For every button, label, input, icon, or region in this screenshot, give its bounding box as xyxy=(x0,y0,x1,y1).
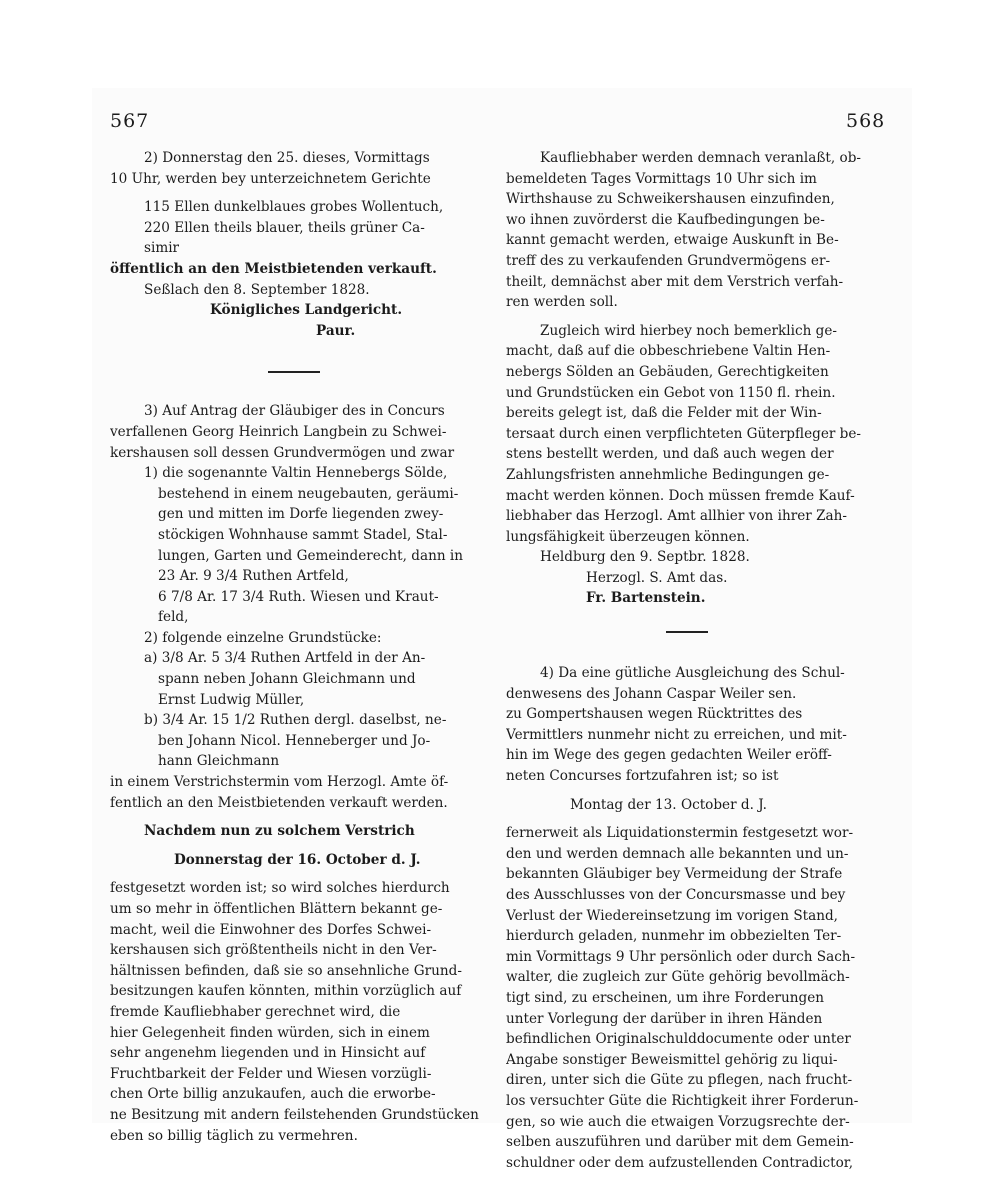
notice3-body-line: macht, weil die Einwohner des Dorfes Schwei- xyxy=(110,921,432,938)
notice3-remark-line: tersaat durch einen verpflichteten Güterpfleger be- xyxy=(506,425,862,442)
notice3-continuation-line: treff des zu verkaufenden Grundvermögens er- xyxy=(506,252,831,269)
notice4-body-line: selben auszuführen und darüber mit dem Gemein- xyxy=(506,1134,854,1151)
notice4-body-line: Verlust der Wiedereinsetzung im vorigen Stand, xyxy=(506,907,838,924)
notice3-continuation-line: bemeldeten Tages Vormittags 10 Uhr sich im xyxy=(506,170,817,187)
notice3-remark-line: und Grundstücken ein Gebot von 1150 fl. rhein. xyxy=(506,384,836,401)
notice4-body-line: hierdurch geladen, nunmehr im obbezielten Ter- xyxy=(506,928,842,945)
notice3-body-line: kershausen sich größtentheils nicht in den Ver- xyxy=(110,942,437,959)
notice3-remark-line: lungsfähigkeit überzeugen können. xyxy=(506,528,750,545)
notice3-item2a-line: Ernst Ludwig Müller, xyxy=(158,691,305,708)
notice3-item1-line: 23 Ar. 9 3/4 Ruthen Artfeld, xyxy=(158,568,349,585)
notice4-body-line: min Vormittags 9 Uhr persönlich oder durch Sach- xyxy=(506,948,856,965)
notice3-body-line: besitzungen kaufen könnten, mithin vorzüglich auf xyxy=(110,983,462,1000)
notice3-item2-line: 2) folgende einzelne Grundstücke: xyxy=(144,629,382,646)
notice4-intro-line: Vermittlers nunmehr nicht zu erreichen, und mit- xyxy=(506,726,847,743)
notice4-body-line: bekannten Gläubiger bey Vermeidung der Strafe xyxy=(506,866,843,883)
notice2-item2b: simir xyxy=(144,240,180,257)
notice3-continuation xyxy=(506,148,884,313)
page-number-right: 568 xyxy=(846,110,886,132)
notice3-item1-line: feld, xyxy=(158,609,189,626)
notice2-authority: Königliches Landgericht. xyxy=(210,302,403,319)
notice4-intro xyxy=(506,663,884,787)
notice3-item2b-line: b) 3/4 Ar. 15 1/2 Ruthen dergl. daselbst, ne- xyxy=(144,712,447,729)
notice3-item1-line: gen und mitten im Dorfe liegenden zwey- xyxy=(158,506,444,523)
notice4-body-line: schuldner oder dem aufzustellenden Contradictor, xyxy=(506,1154,854,1171)
notice3-continuation-line: Wirthshause zu Schweikershausen einzufinden, xyxy=(506,191,835,208)
notice3-remark-line: bereits gelegt ist, daß die Felder mit der Win- xyxy=(506,405,822,422)
notice3-remark-line: liebhaber das Herzogl. Amt allhier von ihrer Zah- xyxy=(506,508,847,525)
notice3-intro3: kershausen soll dessen Grundvermögen und zwar xyxy=(110,444,455,461)
notice3-remark-line: macht werden können. Doch müssen fremde Kauf- xyxy=(506,487,855,504)
notice3-remark-line: stens bestellt werden, und daß auch wegen der xyxy=(506,446,834,463)
notice2-line1: 2) Donnerstag den 25. dieses, Vormittags xyxy=(144,150,430,166)
notice3-item2b-line: hann Gleichmann xyxy=(158,753,280,770)
notice4-body-line: Angabe sonstiger Beweismittel gehörig zu liqui- xyxy=(506,1051,838,1068)
notice4-body-line: gen, so wie auch die etwaigen Vorzugsrechte der- xyxy=(506,1113,850,1130)
notice3-date-line: Donnerstag der 16. October d. J. xyxy=(174,851,421,868)
notice3-body-line: festgesetzt worden ist; so wird solches hierdurch xyxy=(110,880,450,897)
notice4-body-line: befindlichen Originalschulddocumente oder unter xyxy=(506,1031,851,1048)
notice2-sale: öffentlich an den Meistbietenden verkauft. xyxy=(110,260,437,277)
notice2-item2a: 220 Ellen theils blauer, theils grüner Ca- xyxy=(144,219,425,236)
notice4-body-line: diren, unter sich die Güte zu pflegen, nach frucht- xyxy=(506,1072,853,1089)
notice3-body-line: fremde Kaufliebhaber gerechnet wird, die xyxy=(110,1003,401,1020)
notice3-authority: Herzogl. S. Amt das. xyxy=(586,569,728,586)
notice4-body-line: des Ausschlusses von der Concursmasse und bey xyxy=(506,887,846,903)
notice4-intro-line: denwesens des Johann Caspar Weiler sen. xyxy=(506,685,797,702)
notice2-item1: 115 Ellen dunkelblaues grobes Wollentuch, xyxy=(144,199,444,216)
section-divider xyxy=(666,631,708,633)
section-divider xyxy=(268,371,320,373)
notice3-continuation-line: theilt, demnächst aber mit dem Verstrich verfah- xyxy=(506,273,844,290)
notice3-continuation-line: kannt gemacht werden, etwaige Auskunft in Be- xyxy=(506,232,839,249)
notice3-body-line: hier Gelegenheit finden würden, sich in einem xyxy=(110,1024,430,1041)
notice4-intro-line: zu Gompertshausen wegen Rücktrittes des xyxy=(506,706,803,723)
right-column xyxy=(506,148,884,1173)
notice3-item1-line: stöckigen Wohnhause sammt Stadel, Stal- xyxy=(158,526,448,543)
notice4-intro-line: 4) Da eine gütliche Ausgleichung des Schul- xyxy=(540,665,845,682)
notice3-remark-line: Zugleich wird hierbey noch bemerklich ge- xyxy=(540,322,837,339)
notice4-body-line: unter Vorlegung der darüber in ihren Händen xyxy=(506,1010,823,1027)
notice3-remark-line: macht, daß auf die obbeschriebene Valtin Hen- xyxy=(506,343,831,360)
notice4-intro-line: hin im Wege des gegen gedachten Weiler eröff- xyxy=(506,747,832,764)
notice3-item1-line: 6 7/8 Ar. 17 3/4 Ruth. Wiesen und Kraut- xyxy=(158,588,439,605)
notice4-body-line: fernerweit als Liquidationstermin festgesetzt wor- xyxy=(506,825,854,842)
notice3-body-line: eben so billig täglich zu vermehren. xyxy=(110,1127,358,1144)
notice3-remark-line: nebergs Sölden an Gebäuden, Gerechtigkeiten xyxy=(506,363,829,380)
notice3-body-line: chen Orte billig anzukaufen, auch die erworbe- xyxy=(110,1086,436,1103)
notice3-continuation-line: Kaufliebhaber werden demnach veranlaßt, ob- xyxy=(540,150,861,166)
notice3-intro2: verfallenen Georg Heinrich Langbein zu Schwei- xyxy=(110,423,447,440)
notice4-body-line: los versuchter Güte die Richtigkeit ihrer Forderun- xyxy=(506,1092,859,1109)
notice3-place-date: Heldburg den 9. Septbr. 1828. xyxy=(540,549,750,566)
notice3-remark xyxy=(506,321,884,548)
notice4-body-line: tigt sind, zu erscheinen, um ihre Forderungen xyxy=(506,989,824,1006)
notice4-date-line: Montag der 13. October d. J. xyxy=(570,796,767,813)
notice3-item1-line: lungen, Garten und Gemeinderecht, dann in xyxy=(158,547,464,564)
notice4-body xyxy=(506,823,884,1173)
notice3-body-line: ne Besitzung mit andern feilstehenden Grundstücken xyxy=(110,1106,479,1123)
notice3-continuation-line: wo ihnen zuvörderst die Kaufbedingungen be- xyxy=(506,211,825,228)
page-number-left: 567 xyxy=(110,110,150,132)
notice3-intro1: 3) Auf Antrag der Gläubiger des in Concurs xyxy=(144,403,445,420)
notice3-item2a-line: spann neben Johann Gleichmann und xyxy=(158,671,416,688)
notice4-intro-line: neten Concurses fortzufahren ist; so ist xyxy=(506,768,779,785)
notice3-body-line: sehr angenehm liegenden und in Hinsicht auf xyxy=(110,1045,426,1062)
notice3-body-line: Fruchtbarkeit der Felder und Wiesen vorzügli- xyxy=(110,1065,432,1082)
notice3-item1-line: bestehend in einem neugebauten, geräumi- xyxy=(158,485,459,502)
notice3-term-line: in einem Verstrichstermin vom Herzogl. Amte öf- xyxy=(110,774,449,791)
notice3-continuation-line: ren werden soll. xyxy=(506,294,618,311)
notice3-body xyxy=(110,878,488,1146)
notice3-item2a-line: a) 3/8 Ar. 5 3/4 Ruthen Artfeld in der An- xyxy=(144,650,426,667)
left-column xyxy=(110,148,488,1146)
notice4-body-line: den und werden demnach alle bekannten und un- xyxy=(506,845,849,862)
notice3-term-line: fentlich an den Meistbietenden verkauft werden. xyxy=(110,794,448,811)
notice3-item1-line: 1) die sogenannte Valtin Hennebergs Sölde, xyxy=(144,465,448,482)
notice2-line2: 10 Uhr, werden bey unterzeichnetem Gerichte xyxy=(110,170,431,187)
notice2-signature: Paur. xyxy=(316,322,356,339)
notice3-nachdem: Nachdem nun zu solchem Verstrich xyxy=(144,823,415,840)
notice2-place-date: Seßlach den 8. September 1828. xyxy=(144,281,370,298)
notice4-body-line: walter, die zugleich zur Güte gehörig bevollmäch- xyxy=(506,969,850,986)
notice3-signature: Fr. Bartenstein. xyxy=(586,590,706,607)
notice3-body-line: um so mehr in öffentlichen Blättern bekannt ge- xyxy=(110,901,443,917)
notice3-remark-line: Zahlungsfristen annehmliche Bedingungen ge- xyxy=(506,466,830,483)
notice3-item2b-line: ben Johann Nicol. Henneberger und Jo- xyxy=(158,732,431,749)
notice3-body-line: hältnissen befinden, daß sie so ansehnliche Grund- xyxy=(110,962,462,979)
